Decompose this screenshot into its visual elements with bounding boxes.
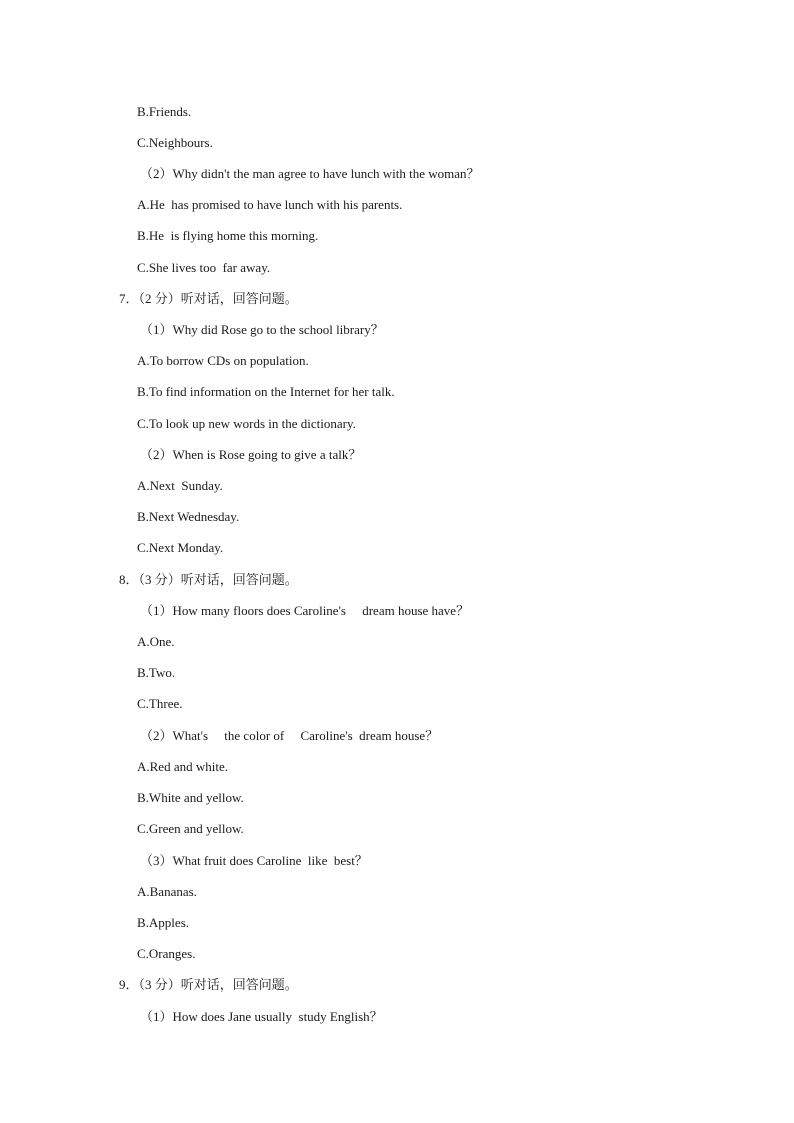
q6-sub2-question: （2）Why didn't the man agree to have lunch with the woman？ — [140, 166, 480, 181]
q7-header: 7．（2 分）听对话，回答问题。 — [119, 291, 298, 306]
q6-option-c: C.Neighbours. — [137, 135, 213, 150]
q9-sub1-question: （1）How does Jane usually study English？ — [140, 1009, 383, 1024]
q8-header: 8．（3 分）听对话，回答问题。 — [119, 572, 298, 587]
q8-sub1-option-a: A.One. — [137, 634, 175, 649]
q7-sub2-option-c: C.Next Monday. — [137, 540, 224, 555]
q7-sub1-option-a: A.To borrow CDs on population. — [137, 353, 309, 368]
q6-option-b: B.Friends. — [137, 104, 192, 119]
q7-sub2-option-a: A.Next Sunday. — [137, 478, 223, 493]
q8-sub3-option-c: C.Oranges. — [137, 946, 196, 961]
q7-sub1-option-b: B.To find information on the Internet for her talk. — [137, 384, 395, 399]
q8-sub3-question: （3）What fruit does Caroline like best？ — [140, 853, 368, 868]
q8-sub3-option-b: B.Apples. — [137, 915, 189, 930]
q7-sub1-option-c: C.To look up new words in the dictionary. — [137, 416, 356, 431]
q8-sub2-option-c: C.Green and yellow. — [137, 821, 244, 836]
q8-sub3-option-a: A.Bananas. — [137, 884, 197, 899]
q8-sub1-option-c: C.Three. — [137, 696, 183, 711]
q7-sub2-question: （2）When is Rose going to give a talk？ — [140, 447, 362, 462]
q7-sub1-question: （1）Why did Rose go to the school library？ — [140, 322, 384, 337]
q6-sub2-option-c: C.She lives too far away. — [137, 260, 271, 275]
q8-sub2-option-a: A.Red and white. — [137, 759, 228, 774]
q7-sub2-option-b: B.Next Wednesday. — [137, 509, 240, 524]
q8-sub1-question: （1）How many floors does Caroline's dream house have？ — [140, 603, 470, 618]
q8-sub2-option-b: B.White and yellow. — [137, 790, 244, 805]
q9-header: 9．（3 分）听对话，回答问题。 — [119, 977, 298, 992]
q6-sub2-option-b: B.He is flying home this morning. — [137, 228, 319, 243]
q6-sub2-option-a: A.He has promised to have lunch with his parents. — [137, 197, 403, 212]
q8-sub1-option-b: B.Two. — [137, 665, 176, 680]
q8-sub2-question: （2）What's the color of Caroline's dream house？ — [140, 728, 439, 743]
